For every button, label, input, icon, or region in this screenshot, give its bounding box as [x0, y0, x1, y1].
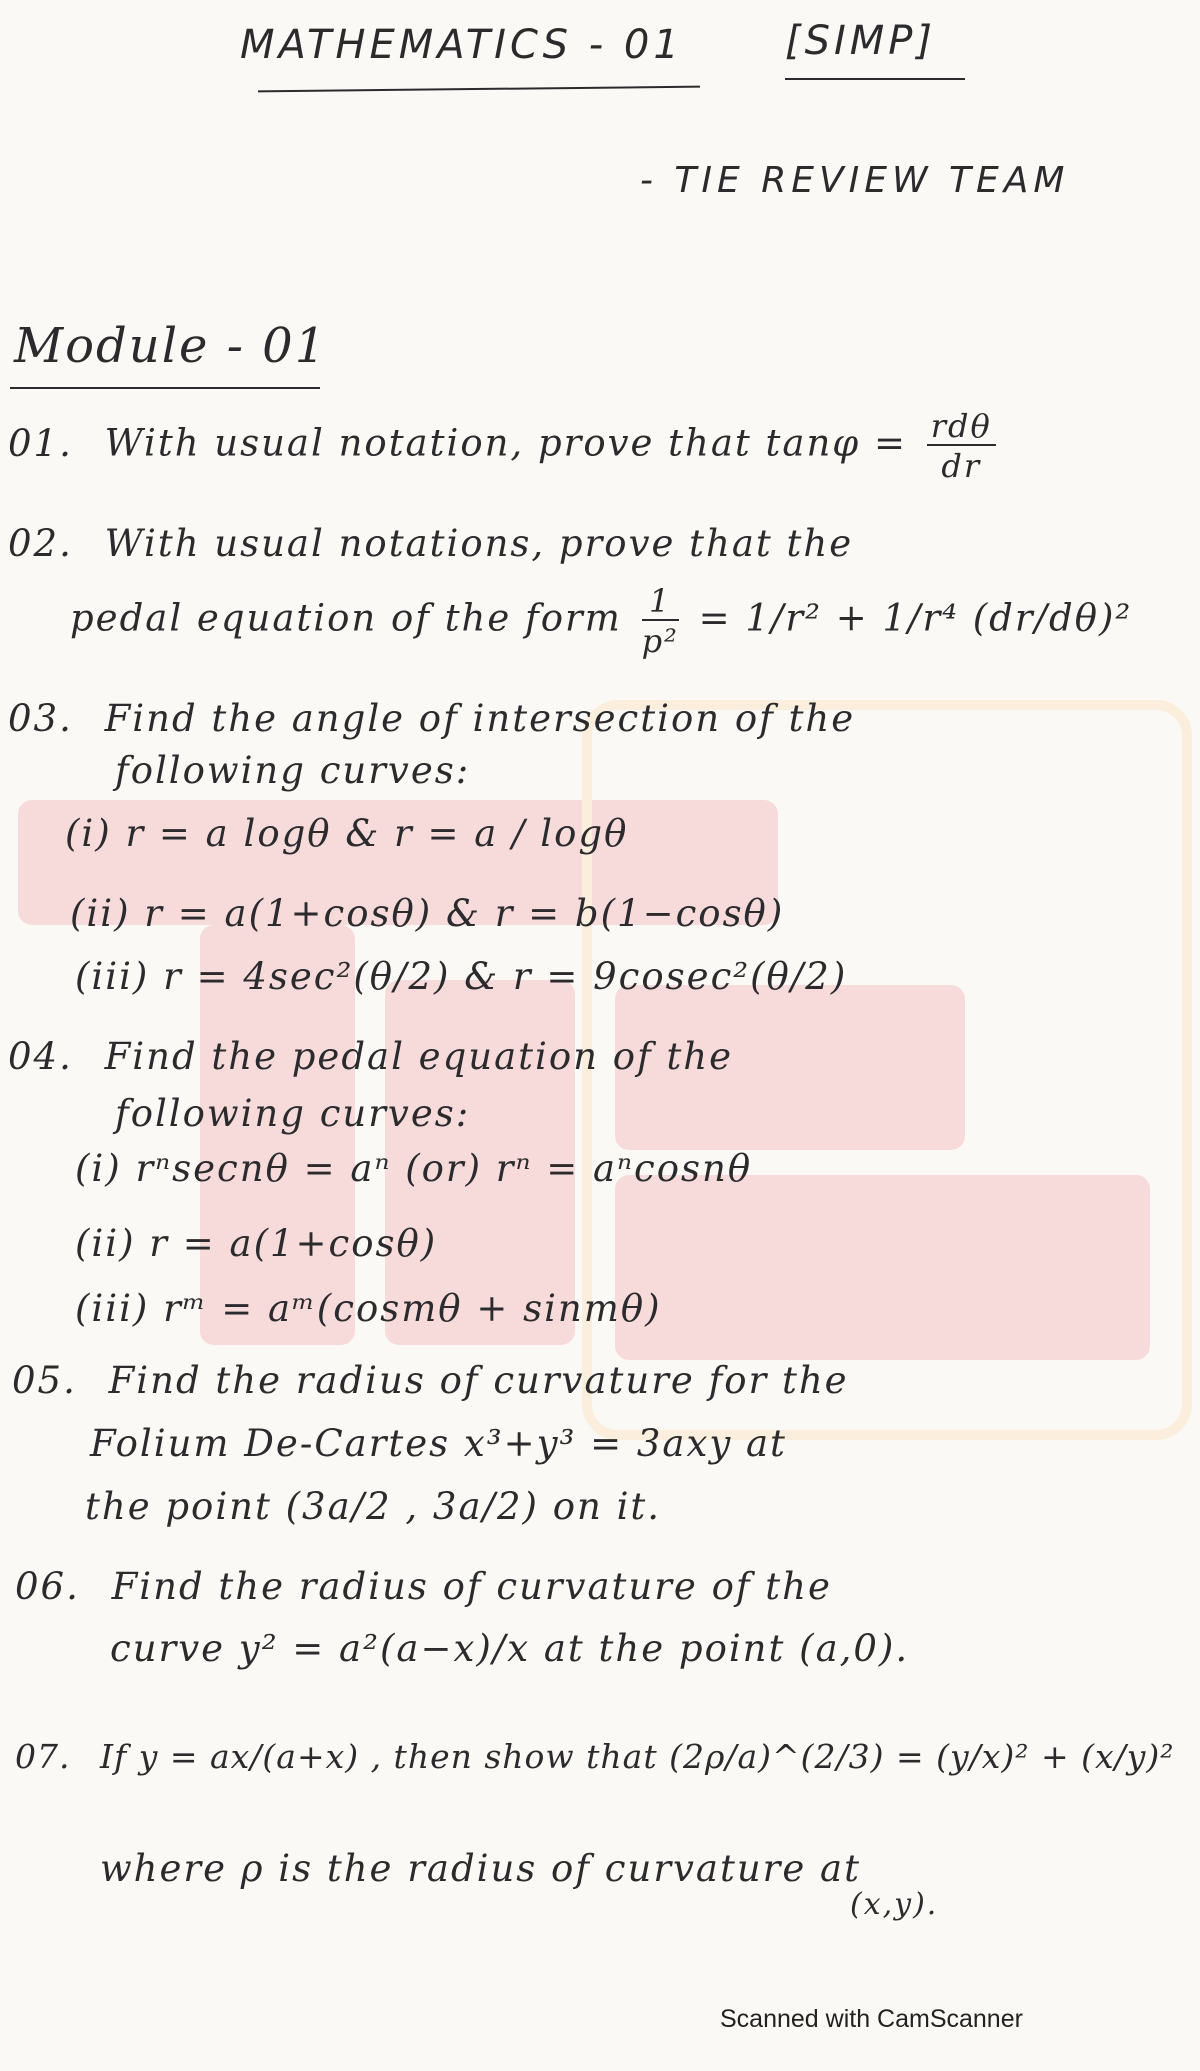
- question-text: Find the radius of curvature of the: [111, 1565, 832, 1608]
- question-1: [8, 407, 1002, 485]
- question-text: the point (3a/2 , 3a/2) on it.: [85, 1485, 662, 1528]
- part-text: (iii) r = 4sec²(θ/2) & r = 9cosec²(θ/2): [75, 955, 848, 998]
- question-4-line2: [115, 1092, 471, 1135]
- question-2-line2: [70, 582, 1133, 660]
- question-6: [15, 1565, 832, 1608]
- part-text: (ii) r = a(1+cosθ): [75, 1222, 438, 1265]
- question-3-part-ii: [70, 892, 785, 935]
- question-3: [8, 697, 856, 740]
- fraction-numerator: rdθ: [927, 410, 996, 446]
- fraction: [927, 407, 996, 485]
- question-text: curve y² = a²(a−x)/x at the point (a,0).: [110, 1627, 910, 1670]
- document-title: MATHEMATICS - 01: [240, 22, 683, 68]
- question-7-line2: [100, 1847, 861, 1890]
- question-text: With usual notations, prove that the: [104, 522, 854, 565]
- question-4-part-i: [75, 1147, 753, 1190]
- question-number: 01.: [8, 421, 73, 465]
- question-number: 06.: [15, 1565, 80, 1608]
- question-text: following curves:: [115, 1092, 471, 1135]
- question-3-part-iii: [75, 955, 848, 998]
- question-5-line2: [90, 1422, 787, 1465]
- question-2: [8, 522, 854, 565]
- question-text: (x,y).: [850, 1887, 939, 1922]
- question-3-part-i: [65, 812, 629, 855]
- question-3-line2: [115, 749, 471, 792]
- equation-rhs: = 1/r² + 1/r⁴ (dr/dθ)²: [698, 596, 1133, 640]
- module-underline: [10, 387, 320, 389]
- question-number: 05.: [12, 1359, 77, 1402]
- fraction-numerator: 1: [642, 585, 679, 621]
- question-text: If y = ax/(a+x) , then show that (2ρ/a)^(2/3) = (y/x)² + (x/y)²: [99, 1737, 1175, 1776]
- question-number: 04.: [8, 1035, 73, 1078]
- question-text: Folium De-Cartes x³+y³ = 3axy at: [90, 1422, 787, 1465]
- question-text: pedal equation of the form: [70, 596, 622, 640]
- question-text: where ρ is the radius of curvature at: [100, 1847, 861, 1890]
- tag-underline: [785, 78, 965, 80]
- part-text: (i) r = a logθ & r = a / logθ: [65, 812, 629, 855]
- question-5-line3: [85, 1485, 662, 1528]
- question-text: Find the angle of intersection of the: [104, 697, 856, 740]
- question-5: [12, 1359, 849, 1402]
- part-text: (iii) rᵐ = aᵐ(cosmθ + sinmθ): [75, 1287, 662, 1330]
- question-text: With usual notation, prove that tanφ =: [104, 421, 907, 465]
- fraction-denominator: dr: [941, 447, 982, 485]
- question-4: [8, 1035, 734, 1078]
- document-tag: [SIMP]: [785, 18, 937, 64]
- question-4-part-iii: [75, 1287, 662, 1330]
- title-underline: [258, 86, 700, 93]
- fraction-denominator: p²: [641, 622, 679, 660]
- scanner-watermark: Scanned with CamScanner: [720, 2005, 1023, 2033]
- question-number: 02.: [8, 522, 73, 565]
- question-number: 03.: [8, 697, 73, 740]
- question-7: [15, 1737, 1175, 1776]
- module-heading: Module - 01: [14, 318, 328, 374]
- question-number: 07.: [15, 1737, 71, 1776]
- question-text: Find the radius of curvature for the: [108, 1359, 849, 1402]
- part-text: (ii) r = a(1+cosθ) & r = b(1−cosθ): [70, 892, 785, 935]
- team-credit: - TIE REVIEW TEAM: [640, 160, 1070, 201]
- question-text: following curves:: [115, 749, 471, 792]
- question-7-line3: [850, 1887, 939, 1922]
- question-6-line2: [110, 1627, 910, 1670]
- fraction: [641, 582, 679, 660]
- part-text: (i) rⁿsecnθ = aⁿ (or) rⁿ = aⁿcosnθ: [75, 1147, 753, 1190]
- question-4-part-ii: [75, 1222, 438, 1265]
- question-text: Find the pedal equation of the: [104, 1035, 734, 1078]
